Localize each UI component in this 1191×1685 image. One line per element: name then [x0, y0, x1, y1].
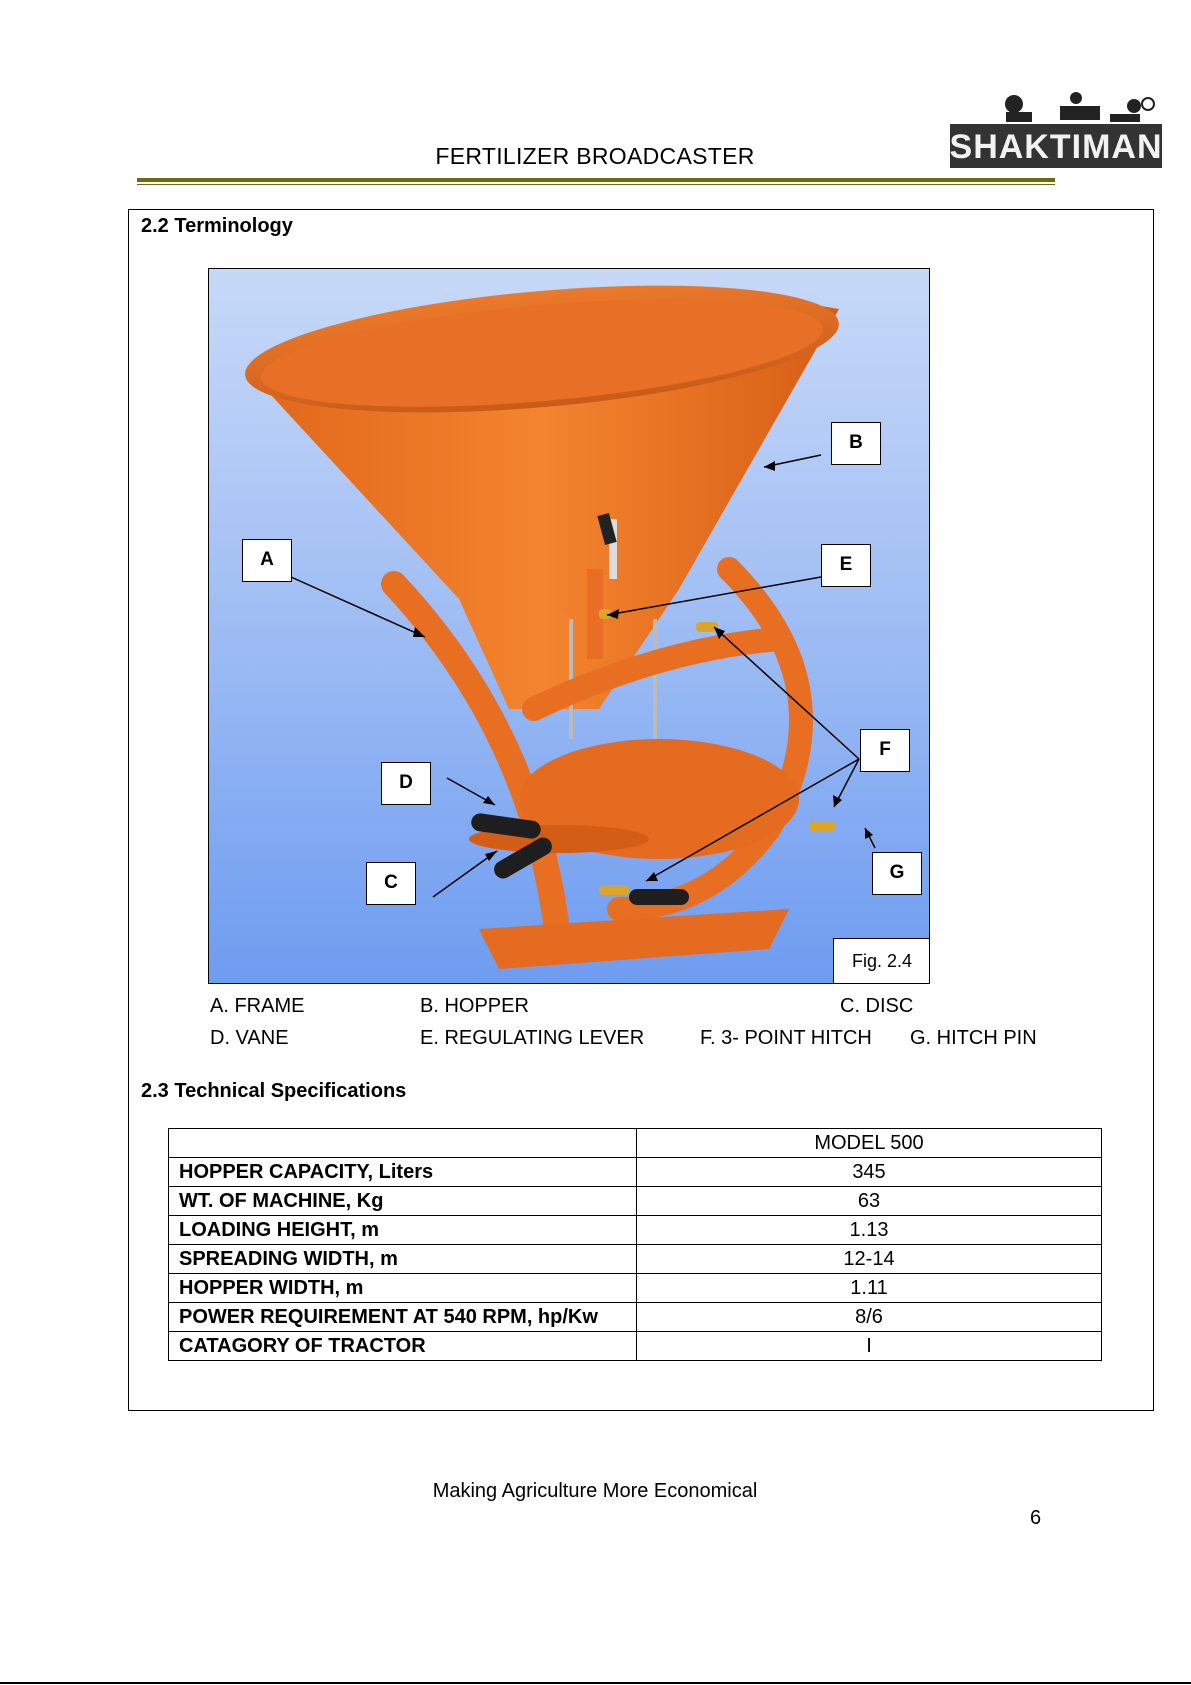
- callout-f: F: [860, 729, 910, 772]
- table-row: [169, 1187, 1102, 1216]
- terminology-heading: 2.2 Terminology: [141, 215, 293, 237]
- spec-value: 1.11: [637, 1274, 1102, 1303]
- spec-value: 63: [637, 1187, 1102, 1216]
- legend-disc: C. DISC: [840, 995, 914, 1017]
- table-row: [169, 1216, 1102, 1245]
- spec-label: HOPPER CAPACITY, Liters: [169, 1158, 637, 1187]
- fertilizer-broadcaster-figure: [208, 268, 930, 984]
- machine-illustration: [209, 269, 930, 984]
- footer-tagline: Making Agriculture More Economical: [432, 1480, 758, 1502]
- callout-a: A: [242, 539, 292, 582]
- spec-value: 345: [637, 1158, 1102, 1187]
- callout-g: G: [872, 852, 922, 895]
- specifications-table: [168, 1128, 1102, 1361]
- table-row: [169, 1274, 1102, 1303]
- page-number: 6: [1030, 1507, 1042, 1529]
- figure-caption: Fig. 2.4: [833, 938, 930, 984]
- document-title: FERTILIZER BROADCASTER: [435, 143, 755, 169]
- table-header-row: [169, 1129, 1102, 1158]
- spec-value: 1.13: [637, 1216, 1102, 1245]
- spec-label: CATAGORY OF TRACTOR: [169, 1332, 637, 1361]
- spec-label: LOADING HEIGHT, m: [169, 1216, 637, 1245]
- header-rule-thin: [137, 184, 1055, 185]
- header-rule: [137, 178, 1055, 182]
- table-row: [169, 1303, 1102, 1332]
- legend-hitch-pin: G. HITCH PIN: [910, 1027, 1037, 1049]
- spec-value: I: [637, 1332, 1102, 1361]
- legend-frame: A. FRAME: [210, 995, 305, 1017]
- table-row: [169, 1158, 1102, 1187]
- table-header-cell: [169, 1129, 637, 1158]
- spec-label: WT. OF MACHINE, Kg: [169, 1187, 637, 1216]
- table-row: [169, 1332, 1102, 1361]
- model-header-cell: MODEL 500: [637, 1129, 1102, 1158]
- callout-e: E: [821, 544, 871, 587]
- spec-label: POWER REQUIREMENT AT 540 RPM, hp/Kw: [169, 1303, 637, 1332]
- specifications-heading: 2.3 Technical Specifications: [141, 1080, 407, 1102]
- company-logo: [950, 84, 1162, 176]
- spec-label: SPREADING WIDTH, m: [169, 1245, 637, 1274]
- spec-value: 12-14: [637, 1245, 1102, 1274]
- page-bottom-rule: [0, 1682, 1191, 1684]
- spec-label: HOPPER WIDTH, m: [169, 1274, 637, 1303]
- callout-d: D: [381, 762, 431, 805]
- spec-value: 8/6: [637, 1303, 1102, 1332]
- legend-vane: D. VANE: [210, 1027, 289, 1049]
- table-row: [169, 1245, 1102, 1274]
- svg-text:SHAKTIMAN: SHAKTIMAN: [950, 128, 1162, 166]
- callout-b: B: [831, 422, 881, 465]
- callout-c: C: [366, 862, 416, 905]
- legend-hopper: B. HOPPER: [420, 995, 529, 1017]
- legend-regulating-lever: E. REGULATING LEVER: [420, 1027, 645, 1049]
- legend-3-point-hitch: F. 3- POINT HITCH: [700, 1027, 872, 1049]
